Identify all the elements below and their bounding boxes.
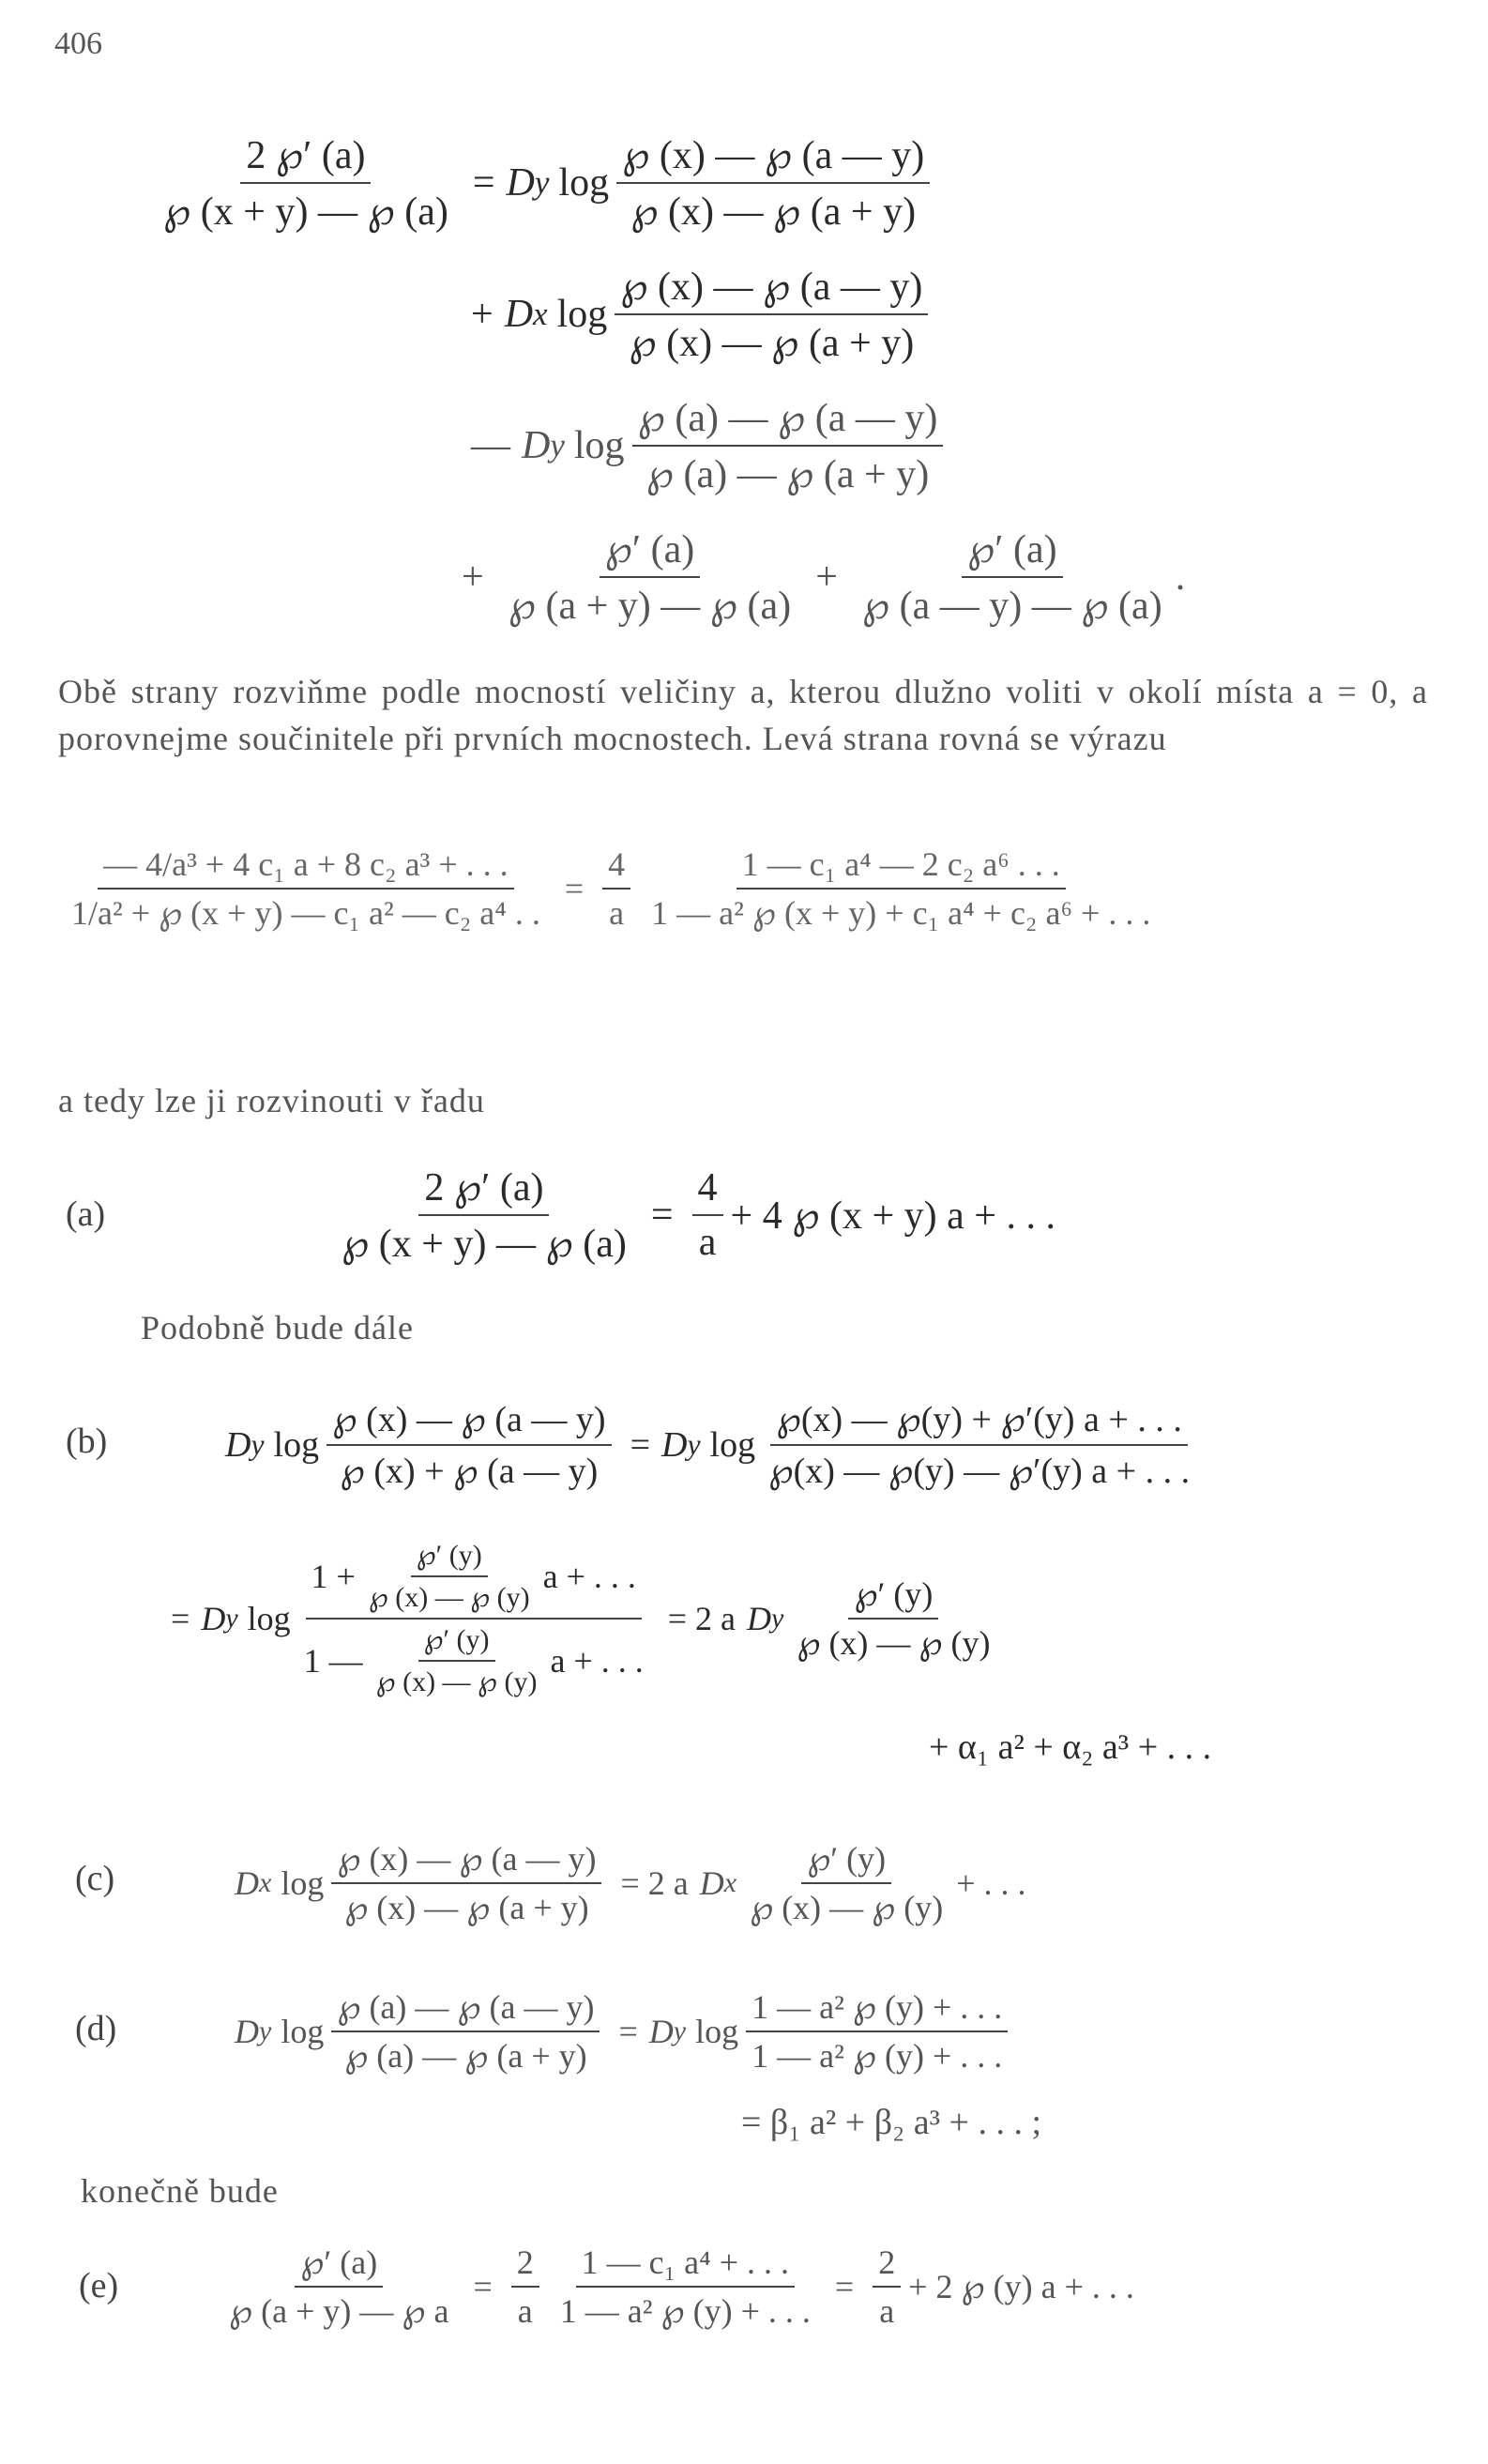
denominator: 1 — a² ℘ (y) + . . . <box>752 2037 1003 2075</box>
log-text: log <box>273 1425 320 1465</box>
operator-subscript: y <box>259 2015 272 2046</box>
equals-sign: = <box>473 2268 493 2305</box>
fraction <box>632 394 944 497</box>
paragraph-2: a tedy lze ji rozvinouti v řadu <box>58 1082 485 1119</box>
equation-5 <box>58 844 1163 933</box>
denominator: 1/a² + ℘ (x + y) — c₁ a² — c₂ a⁴ . . <box>71 894 540 932</box>
numerator: ℘ (x) — ℘ (a — y) <box>331 1839 601 1884</box>
numerator: 2 <box>511 2243 539 2288</box>
equation-d <box>235 1987 1015 2076</box>
numerator: 4 <box>692 1165 723 1216</box>
operator-subscript: y <box>687 1428 701 1461</box>
denominator: ℘ (x) + ℘ (a — y) <box>340 1452 599 1491</box>
equals-sign: = <box>472 161 495 205</box>
period: . <box>1175 555 1186 599</box>
equals-sign: = <box>834 2268 855 2305</box>
denominator: ℘ (a) — ℘ (a + y) <box>344 2037 587 2075</box>
numerator: ℘′ (a) <box>600 525 701 578</box>
equation-label: (a) <box>66 1194 106 1234</box>
one-minus: 1 — <box>303 1642 363 1680</box>
paragraph-1: Obě strany rozviňme podle mocností veličiny a, kterou dlužno voliti v okolí místa a = 0, a porovnejme součinitele při prvních mocnostech. Levá strana rovná se výrazu <box>58 673 1428 757</box>
fraction <box>503 525 797 629</box>
denominator: ℘ (x) — ℘ (a + y) <box>630 190 917 234</box>
fraction <box>746 1987 1008 2076</box>
series-tail: + . . . <box>956 1864 1026 1902</box>
paragraph-4: konečně bude <box>81 2172 279 2210</box>
equation-4 <box>450 525 1185 629</box>
numerator: ℘ (x) — ℘ (a — y) <box>615 263 928 315</box>
fraction <box>645 844 1156 933</box>
page-number: 406 <box>54 26 102 61</box>
operator: D <box>699 1864 724 1902</box>
log-text: log <box>558 161 610 205</box>
equation-label: (b) <box>66 1422 108 1461</box>
operator: D <box>747 1600 772 1637</box>
equation-b-line-2 <box>159 1539 1004 1698</box>
operator: D <box>201 1600 226 1637</box>
fraction <box>66 844 546 933</box>
numerator: ℘′ (y) <box>418 1623 495 1662</box>
operator: D <box>504 293 534 336</box>
fraction <box>326 1398 611 1492</box>
denominator: ℘ (x) — ℘ (y) <box>750 1889 944 1926</box>
fraction <box>602 844 630 933</box>
denominator: a <box>609 894 625 932</box>
numerator: ℘′ (y) <box>411 1539 488 1577</box>
numerator: 2 <box>873 2243 901 2288</box>
fraction <box>158 131 454 235</box>
fraction <box>873 2243 901 2331</box>
fraction <box>857 525 1168 629</box>
operator: D <box>661 1425 688 1465</box>
equals-sign: = <box>618 2013 638 2050</box>
equation-b-line-3: + α₁ a² + α₂ a³ + . . . <box>929 1727 1212 1767</box>
sign: — <box>471 424 510 467</box>
equation-label: (e) <box>79 2266 119 2305</box>
fraction <box>554 2243 816 2331</box>
equation-label: (c) <box>75 1859 115 1898</box>
equation-label: (d) <box>75 2009 117 2048</box>
series-tail: + 2 ℘ (y) a + . . . <box>908 2268 1134 2305</box>
fraction <box>616 131 930 235</box>
denominator: 1 — a² ℘ (y) + . . . <box>559 2292 811 2330</box>
numerator: ℘′ (y) <box>848 1574 938 1620</box>
equation-2 <box>460 263 935 366</box>
equals-sign: = <box>630 1425 650 1465</box>
fraction <box>692 1165 723 1265</box>
numerator: 1 — c₁ a⁴ + . . . <box>576 2243 795 2288</box>
log-text: log <box>709 1425 756 1465</box>
one-plus: 1 + <box>311 1558 356 1595</box>
operator-subscript: y <box>225 1603 238 1634</box>
plus-sign: + <box>815 555 838 599</box>
denominator <box>298 1620 649 1698</box>
paragraph-3: Podobně bude dále <box>141 1309 414 1346</box>
equation-d-line-2: = β₁ a² + β₂ a³ + . . . ; <box>741 2103 1042 2142</box>
fraction <box>791 1574 995 1663</box>
log-text: log <box>695 2013 739 2050</box>
numerator: ℘ (a) — ℘ (a — y) <box>632 394 944 447</box>
series-tail: a + . . . <box>550 1642 644 1680</box>
numerator: ℘(x) — ℘(y) + ℘′(y) a + . . . <box>770 1398 1187 1446</box>
log-text: log <box>281 1864 325 1902</box>
log-text: log <box>281 2013 325 2050</box>
numerator: ℘ (x) — ℘ (a — y) <box>616 131 930 184</box>
denominator: ℘ (x) — ℘ (y) <box>797 1624 991 1662</box>
operator: D <box>235 1864 259 1902</box>
numerator: ℘′ (y) <box>801 1839 891 1884</box>
series-tail: + 4 ℘ (x + y) a + . . . <box>730 1194 1055 1238</box>
equals-sign: = <box>650 1194 674 1237</box>
denominator: ℘(x) — ℘(y) — ℘′(y) a + . . . <box>768 1452 1191 1491</box>
denominator: ℘ (a + y) — ℘ (a) <box>508 585 792 628</box>
equals-two-a: = 2 a <box>620 1864 689 1902</box>
operator: D <box>225 1425 251 1465</box>
denominator: ℘ (x + y) — ℘ (a) <box>342 1223 627 1266</box>
numerator: ℘′ (a) <box>295 2243 383 2288</box>
operator-subscript: y <box>251 1428 265 1461</box>
operator-subscript: y <box>534 164 550 201</box>
log-text: log <box>556 293 608 336</box>
fraction <box>615 263 928 366</box>
denominator: a <box>517 2292 533 2330</box>
fraction <box>363 1539 536 1614</box>
denominator: ℘ (x) — ℘ (a + y) <box>629 322 915 365</box>
fraction <box>763 1398 1195 1492</box>
denominator: ℘ (x + y) — ℘ (a) <box>163 190 448 234</box>
denominator: ℘ (x) — ℘ (a + y) <box>344 1889 589 1926</box>
denominator: a <box>879 2292 895 2330</box>
operator-subscript: x <box>259 1867 272 1898</box>
denominator: ℘ (a) — ℘ (a + y) <box>645 453 930 496</box>
compound-fraction <box>298 1539 649 1698</box>
numerator: 2 ℘′ (a) <box>418 1164 549 1216</box>
fraction <box>331 1987 600 2076</box>
operator: D <box>648 2013 674 2050</box>
equation-e <box>216 2243 1134 2331</box>
numerator: — 4/a³ + 4 c₁ a + 8 c₂ a³ + . . . <box>98 844 514 890</box>
numerator: 4 <box>602 844 630 890</box>
denominator: ℘ (x) — ℘ (y) <box>375 1666 538 1697</box>
log-text: log <box>573 424 625 467</box>
denominator: ℘ (x) — ℘ (y) <box>368 1582 530 1613</box>
equals-sign: = <box>564 870 585 907</box>
series-tail: a + . . . <box>542 1558 636 1595</box>
operator-subscript: x <box>533 296 548 332</box>
equation-a <box>328 1164 1055 1267</box>
fraction <box>336 1164 632 1267</box>
sign: + <box>471 293 493 336</box>
numerator: ℘′ (a) <box>962 525 1063 578</box>
numerator: 1 — c₁ a⁴ — 2 c₂ a⁶ . . . <box>736 844 1066 890</box>
equation-3 <box>460 394 950 497</box>
numerator <box>306 1539 642 1620</box>
fraction <box>223 2243 454 2331</box>
equals-two-a: = 2 a <box>667 1600 736 1637</box>
numerator: ℘ (x) — ℘ (a — y) <box>326 1398 611 1446</box>
numerator: 1 — a² ℘ (y) + . . . <box>746 1987 1008 2032</box>
equation-b <box>225 1398 1203 1492</box>
fraction <box>744 1839 949 1927</box>
log-text: log <box>247 1600 291 1637</box>
equation-c <box>235 1839 1026 1927</box>
operator: D <box>235 2013 259 2050</box>
equals-sign: = <box>171 1600 190 1637</box>
numerator: 2 ℘′ (a) <box>240 131 371 184</box>
operator: D <box>522 424 551 467</box>
operator-subscript: y <box>673 2015 687 2046</box>
operator-subscript: x <box>723 1867 737 1898</box>
numerator: ℘ (a) — ℘ (a — y) <box>331 1987 600 2032</box>
operator-subscript: y <box>771 1603 784 1634</box>
fraction <box>371 1623 543 1698</box>
fraction <box>331 1839 601 1927</box>
denominator: ℘ (a — y) — ℘ (a) <box>861 585 1162 628</box>
sign: + <box>462 555 484 599</box>
equation-1 <box>150 131 937 235</box>
operator-subscript: y <box>550 427 565 464</box>
denominator: a <box>698 1221 717 1264</box>
operator: D <box>506 161 535 205</box>
denominator: 1 — a² ℘ (x + y) + c₁ a⁴ + c₂ a⁶ + . . . <box>651 894 1151 932</box>
fraction <box>511 2243 539 2331</box>
denominator: ℘ (a + y) — ℘ a <box>229 2292 449 2330</box>
